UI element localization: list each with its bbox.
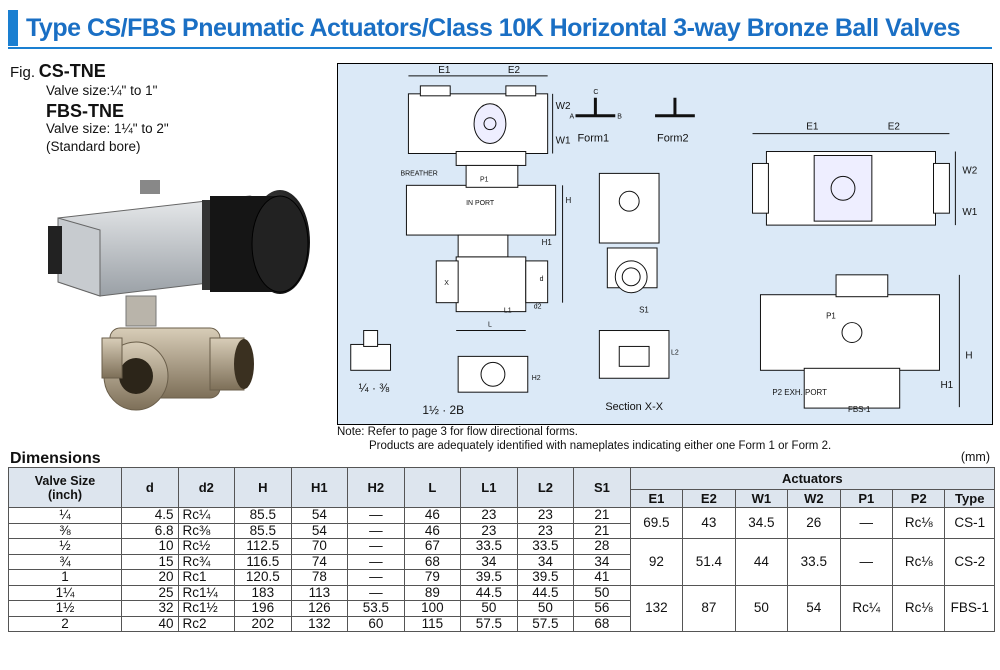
table-cell: 23 bbox=[461, 523, 518, 539]
table-cell: 40 bbox=[122, 616, 179, 632]
table-cell: 68 bbox=[404, 554, 461, 570]
label-fbs: FBS-1 bbox=[847, 405, 871, 415]
label-d2: d2 bbox=[533, 303, 542, 311]
table-cell: 85.5 bbox=[235, 508, 292, 524]
actuator-cell: 34.5 bbox=[735, 508, 787, 539]
page-title: Type CS/FBS Pneumatic Actuators/Class 10K Horizontal 3-way Bronze Ball Valves bbox=[26, 13, 961, 42]
table-cell: 10 bbox=[122, 539, 179, 555]
actuator-cell: 132 bbox=[630, 585, 682, 632]
table-cell: Rc1½ bbox=[178, 601, 235, 617]
table-cell: 23 bbox=[517, 508, 574, 524]
valve-size-cell: 1 bbox=[9, 570, 122, 586]
table-cell: — bbox=[348, 570, 405, 586]
table-row bbox=[9, 585, 995, 601]
actuator-cell: FBS-1 bbox=[945, 585, 995, 632]
label-l2: L2 bbox=[670, 349, 679, 357]
model2-bore: (Standard bore) bbox=[46, 139, 141, 154]
table-cell: 34 bbox=[574, 554, 631, 570]
label-h2: H2 bbox=[531, 375, 541, 383]
col-h1: H1 bbox=[291, 468, 348, 508]
table-cell: 56 bbox=[574, 601, 631, 617]
col-valve-size: Valve Size (inch) bbox=[9, 468, 122, 508]
label-c: C bbox=[593, 88, 599, 96]
actuator-cell: 50 bbox=[735, 585, 787, 632]
label-form2: Form2 bbox=[657, 132, 689, 145]
actuator-cell: — bbox=[840, 508, 892, 539]
actuator-cell: Rc⅛ bbox=[893, 585, 945, 632]
table-cell: — bbox=[348, 523, 405, 539]
table-cell: 54 bbox=[291, 508, 348, 524]
actuator-cell: 69.5 bbox=[630, 508, 682, 539]
col-w2: W2 bbox=[788, 490, 840, 508]
table-cell: 28 bbox=[574, 539, 631, 555]
table-cell: Rc½ bbox=[178, 539, 235, 555]
col-type: Type bbox=[945, 490, 995, 508]
table-cell: 113 bbox=[291, 585, 348, 601]
label-fbs-h: H bbox=[965, 350, 973, 362]
table-cell: 50 bbox=[574, 585, 631, 601]
col-d: d bbox=[122, 468, 179, 508]
actuator-cell: CS-1 bbox=[945, 508, 995, 539]
table-cell: 78 bbox=[291, 570, 348, 586]
col-e2: E2 bbox=[683, 490, 735, 508]
table-cell: 196 bbox=[235, 601, 292, 617]
actuator-cell: 33.5 bbox=[788, 539, 840, 586]
actuator-cell: 54 bbox=[788, 585, 840, 632]
table-cell: 202 bbox=[235, 616, 292, 632]
note-line2: Products are adequately identified with nameplates indicating either one Form 1 or Form 2. bbox=[369, 440, 832, 452]
table-row bbox=[9, 508, 995, 524]
table-cell: 21 bbox=[574, 523, 631, 539]
table-cell: 50 bbox=[461, 601, 518, 617]
table-cell: 15 bbox=[122, 554, 179, 570]
label-x: X bbox=[444, 279, 449, 287]
table-cell: 33.5 bbox=[461, 539, 518, 555]
table-cell: 34 bbox=[461, 554, 518, 570]
label-a: A bbox=[569, 113, 575, 121]
model1-name: CS-TNE bbox=[38, 61, 106, 81]
table-cell: 44.5 bbox=[517, 585, 574, 601]
valve-size-cell: 2 bbox=[9, 616, 122, 632]
table-cell: Rc¾ bbox=[178, 554, 235, 570]
label-fbs-p1: P1 bbox=[826, 311, 836, 321]
table-cell: Rc⅜ bbox=[178, 523, 235, 539]
col-l2: L2 bbox=[517, 468, 574, 508]
table-cell: 25 bbox=[122, 585, 179, 601]
table-cell: 23 bbox=[461, 508, 518, 524]
label-size-small: ¼ · ⅜ bbox=[358, 381, 390, 396]
table-cell: 50 bbox=[517, 601, 574, 617]
col-h2: H2 bbox=[348, 468, 405, 508]
actuator-cell: 44 bbox=[735, 539, 787, 586]
valve-size-cell: ⅜ bbox=[9, 523, 122, 539]
table-row bbox=[9, 539, 995, 555]
table-cell: 116.5 bbox=[235, 554, 292, 570]
col-actuators: Actuators bbox=[630, 468, 994, 490]
table-cell: 44.5 bbox=[461, 585, 518, 601]
table-cell: 120.5 bbox=[235, 570, 292, 586]
label-w1: W1 bbox=[555, 135, 571, 147]
table-cell: Rc¼ bbox=[178, 508, 235, 524]
actuator-cell: Rc⅛ bbox=[893, 539, 945, 586]
actuator-cell: 26 bbox=[788, 508, 840, 539]
col-w1: W1 bbox=[735, 490, 787, 508]
col-p2: P2 bbox=[893, 490, 945, 508]
table-cell: 70 bbox=[291, 539, 348, 555]
table-cell: 60 bbox=[348, 616, 405, 632]
label-h1: H1 bbox=[541, 237, 552, 247]
label-e2: E2 bbox=[507, 64, 521, 76]
table-cell: 39.5 bbox=[517, 570, 574, 586]
table-cell: 20 bbox=[122, 570, 179, 586]
table-cell: 132 bbox=[291, 616, 348, 632]
table-cell: 34 bbox=[517, 554, 574, 570]
table-cell: — bbox=[348, 585, 405, 601]
col-e1: E1 bbox=[630, 490, 682, 508]
label-d: d bbox=[539, 275, 544, 283]
table-cell: 79 bbox=[404, 570, 461, 586]
label-exh-port: P2 EXH. PORT bbox=[772, 388, 827, 398]
valve-size-cell: ¼ bbox=[9, 508, 122, 524]
valve-size-cell: ¾ bbox=[9, 554, 122, 570]
col-s1: S1 bbox=[574, 468, 631, 508]
dimensions-table bbox=[8, 467, 995, 632]
table-cell: 67 bbox=[404, 539, 461, 555]
table-cell: — bbox=[348, 539, 405, 555]
table-cell: 57.5 bbox=[461, 616, 518, 632]
model2-size: Valve size: 1¼" to 2" bbox=[46, 121, 169, 136]
label-size-large: 1½ · 2B bbox=[422, 403, 465, 418]
table-cell: — bbox=[348, 554, 405, 570]
actuator-cell: — bbox=[840, 539, 892, 586]
label-form1: Form1 bbox=[577, 132, 610, 145]
table-cell: 54 bbox=[291, 523, 348, 539]
label-fbs-e1: E1 bbox=[806, 121, 819, 133]
unit-label: (mm) bbox=[960, 450, 990, 464]
actuator-cell: Rc¼ bbox=[840, 585, 892, 632]
table-cell: 74 bbox=[291, 554, 348, 570]
table-cell: 126 bbox=[291, 601, 348, 617]
actuator-cell: Rc⅛ bbox=[893, 508, 945, 539]
actuator-cell: CS-2 bbox=[945, 539, 995, 586]
label-in-port: IN PORT bbox=[466, 200, 495, 208]
label-p1: P1 bbox=[480, 176, 489, 184]
actuator-cell: 92 bbox=[630, 539, 682, 586]
table-cell: 57.5 bbox=[517, 616, 574, 632]
table-cell: 39.5 bbox=[461, 570, 518, 586]
actuator-cell: 43 bbox=[683, 508, 735, 539]
label-fbs-w2: W2 bbox=[962, 165, 978, 177]
table-cell: 41 bbox=[574, 570, 631, 586]
label-section: Section X-X bbox=[605, 401, 664, 414]
dimensions-heading: Dimensions bbox=[10, 450, 101, 467]
table-cell: 21 bbox=[574, 508, 631, 524]
actuator-cell: 51.4 bbox=[683, 539, 735, 586]
table-cell: 89 bbox=[404, 585, 461, 601]
valve-size-cell: 1¼ bbox=[9, 585, 122, 601]
label-s1: S1 bbox=[639, 305, 649, 315]
figure-caption bbox=[10, 62, 320, 156]
valve-size-cell: ½ bbox=[9, 539, 122, 555]
label-h: H bbox=[565, 196, 572, 206]
table-cell: Rc2 bbox=[178, 616, 235, 632]
label-w2: W2 bbox=[555, 100, 571, 112]
label-fbs-w1: W1 bbox=[962, 207, 978, 219]
table-cell: 46 bbox=[404, 508, 461, 524]
table-cell: 100 bbox=[404, 601, 461, 617]
table-cell: 53.5 bbox=[348, 601, 405, 617]
table-cell: 32 bbox=[122, 601, 179, 617]
label-fbs-h1: H1 bbox=[940, 380, 954, 392]
table-cell: 46 bbox=[404, 523, 461, 539]
table-cell: Rc1 bbox=[178, 570, 235, 586]
title-underline bbox=[8, 47, 992, 49]
note-line1: Note: Refer to page 3 for flow directional forms. bbox=[337, 426, 578, 438]
table-cell: 85.5 bbox=[235, 523, 292, 539]
col-h: H bbox=[235, 468, 292, 508]
col-d2: d2 bbox=[178, 468, 235, 508]
label-b: B bbox=[617, 113, 622, 121]
actuator-cell: 87 bbox=[683, 585, 735, 632]
label-e1: E1 bbox=[438, 64, 451, 76]
title-bar bbox=[8, 10, 992, 46]
table-cell: 4.5 bbox=[122, 508, 179, 524]
col-p1: P1 bbox=[840, 490, 892, 508]
product-photo bbox=[30, 178, 330, 423]
label-l1: L1 bbox=[503, 307, 512, 315]
col-l: L bbox=[404, 468, 461, 508]
table-cell: Rc1¼ bbox=[178, 585, 235, 601]
note bbox=[337, 425, 831, 453]
fig-prefix: Fig. bbox=[10, 64, 36, 81]
label-l: L bbox=[487, 321, 492, 329]
table-cell: 33.5 bbox=[517, 539, 574, 555]
table-cell: 6.8 bbox=[122, 523, 179, 539]
valve-size-cell: 1½ bbox=[9, 601, 122, 617]
table-cell: — bbox=[348, 508, 405, 524]
table-cell: 68 bbox=[574, 616, 631, 632]
col-l1: L1 bbox=[461, 468, 518, 508]
model1-size: Valve size:¼" to 1" bbox=[46, 83, 158, 98]
model2-name: FBS-TNE bbox=[46, 101, 124, 121]
table-cell: 115 bbox=[404, 616, 461, 632]
table-cell: 23 bbox=[517, 523, 574, 539]
table-cell: 183 bbox=[235, 585, 292, 601]
table-cell: 112.5 bbox=[235, 539, 292, 555]
label-fbs-e2: E2 bbox=[887, 121, 900, 133]
label-breather: BREATHER bbox=[400, 170, 438, 178]
technical-drawing bbox=[337, 63, 993, 425]
